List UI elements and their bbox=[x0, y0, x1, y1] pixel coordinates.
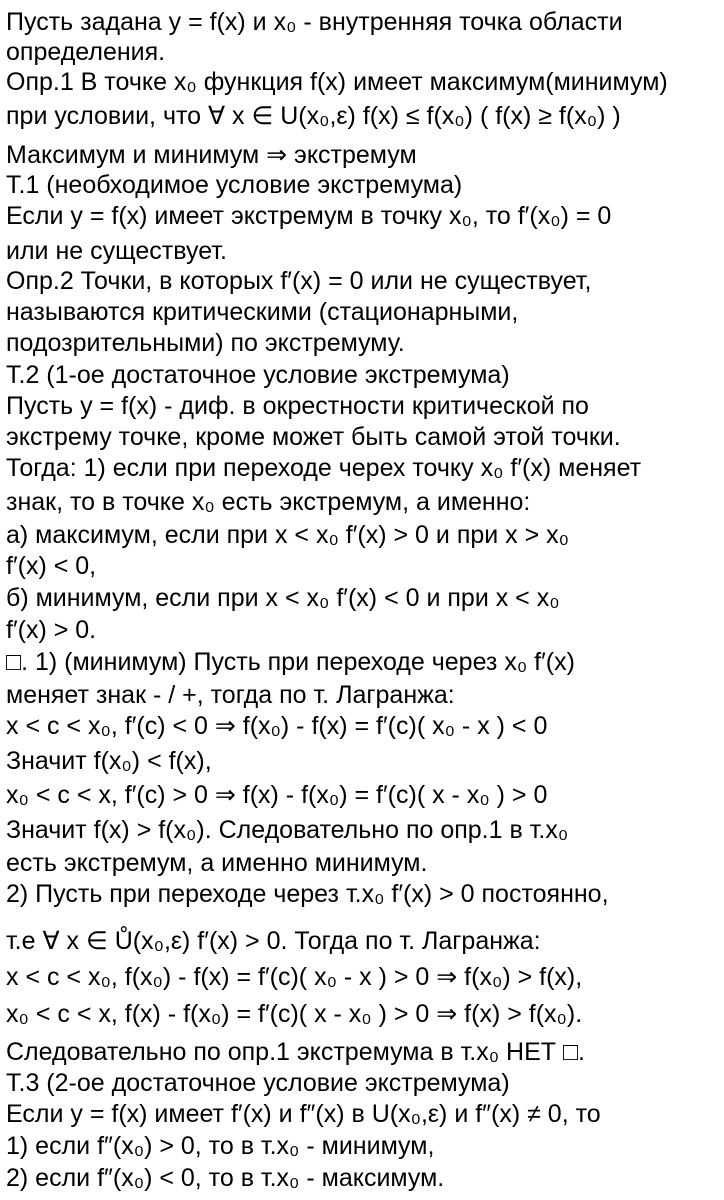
text-line: f′(x) > 0. bbox=[6, 616, 97, 644]
text-line: т.е ∀ x ∈ Ů(x₀,ε) f′(x) > 0. Тогда по т. Лагранжа: bbox=[6, 927, 541, 955]
text-line: экстрему точке, кроме может быть самой этой точки. bbox=[6, 423, 621, 451]
text-line: Значит f(x) > f(x₀). Следовательно по опр.1 в т.x₀ bbox=[6, 816, 569, 844]
theorem-1-heading: Т.1 (необходимое условие экстремума) bbox=[6, 171, 463, 199]
text-line: Если y = f(x) имеет экстремум в точку x₀, то f′(x₀) = 0 bbox=[6, 202, 612, 230]
text-line: есть экстремум, а именно минимум. bbox=[6, 849, 428, 877]
text-line: определения. bbox=[6, 38, 166, 66]
text-line: б) минимум, если при x < x₀ f′(x) < 0 и при x < x₀ bbox=[6, 584, 560, 612]
text-line: меняет знак - / +, тогда по т. Лагранжа: bbox=[6, 681, 455, 709]
text-line: или не существует. bbox=[6, 237, 227, 265]
text-line: называются критическими (стационарными, bbox=[6, 298, 519, 326]
text-line: Максимум и минимум ⇒ экстремум bbox=[6, 141, 417, 169]
text-line: 2) Пусть при переходе через т.x₀ f′(x) > 0 постоянно, bbox=[6, 880, 609, 908]
text-line: при условии, что ∀ x ∈ U(x₀,ε) f(x) ≤ f(x₀) ( f(x) ≥ f(x₀) ) bbox=[6, 102, 621, 130]
text-line: подозрительными) по экстремуму. bbox=[6, 329, 405, 357]
formula-line: x < c < x₀, f′(c) < 0 ⇒ f(x₀) - f(x) = f′(c)( x₀ - x ) < 0 bbox=[6, 712, 548, 740]
text-line: Пусть y = f(x) - диф. в окрестности критической по bbox=[6, 392, 589, 420]
formula-line: x < c < x₀, f(x₀) - f(x) = f′(c)( x₀ - x ) > 0 ⇒ f(x₀) > f(x), bbox=[6, 963, 583, 991]
text-line: f′(x) < 0, bbox=[6, 552, 97, 580]
formula-line: x₀ < c < x, f(x) - f(x₀) = f′(c)( x - x₀ ) > 0 ⇒ f(x) > f(x₀). bbox=[6, 1000, 583, 1028]
proof-start-line: □. 1) (минимум) Пусть при переходе через x₀ f′(x) bbox=[6, 648, 575, 676]
text-line: Если y = f(x) имеет f′(x) и f″(x) в U(x₀,ε) и f″(x) ≠ 0, то bbox=[6, 1100, 601, 1128]
theorem-2-heading: Т.2 (1-ое достаточное условие экстремума) bbox=[6, 361, 510, 389]
text-line: знак, то в точке x₀ есть экстремум, а именно: bbox=[6, 488, 531, 516]
definition-2-heading: Опр.2 Точки, в которых f′(x) = 0 или не существует, bbox=[6, 267, 592, 295]
theorem-3-heading: Т.3 (2-ое достаточное условие экстремума) bbox=[6, 1069, 510, 1097]
text-line: Тогда: 1) если при переходе черех точку x₀ f′(x) меняет bbox=[6, 454, 642, 482]
formula-line: x₀ < c < x, f′(c) > 0 ⇒ f(x) - f(x₀) = f′(c)( x - x₀ ) > 0 bbox=[6, 781, 548, 809]
text-line: 1) если f″(x₀) > 0, то в т.x₀ - минимум, bbox=[6, 1132, 435, 1160]
text-line: а) максимум, если при x < x₀ f′(x) > 0 и при x > x₀ bbox=[6, 521, 570, 549]
proof-end-line: Следовательно по опр.1 экстремума в т.x₀ НЕТ □. bbox=[6, 1038, 586, 1066]
definition-1-heading: Опр.1 В точке x₀ функция f(x) имеет максимум(минимум) bbox=[6, 68, 668, 96]
text-line: 2) если f″(x₀) < 0, то в т.x₀ - максимум. bbox=[6, 1164, 445, 1192]
text-line: Пусть задана y = f(x) и x₀ - внутренняя точка области bbox=[6, 8, 623, 36]
text-line: Значит f(x₀) < f(x), bbox=[6, 747, 212, 775]
